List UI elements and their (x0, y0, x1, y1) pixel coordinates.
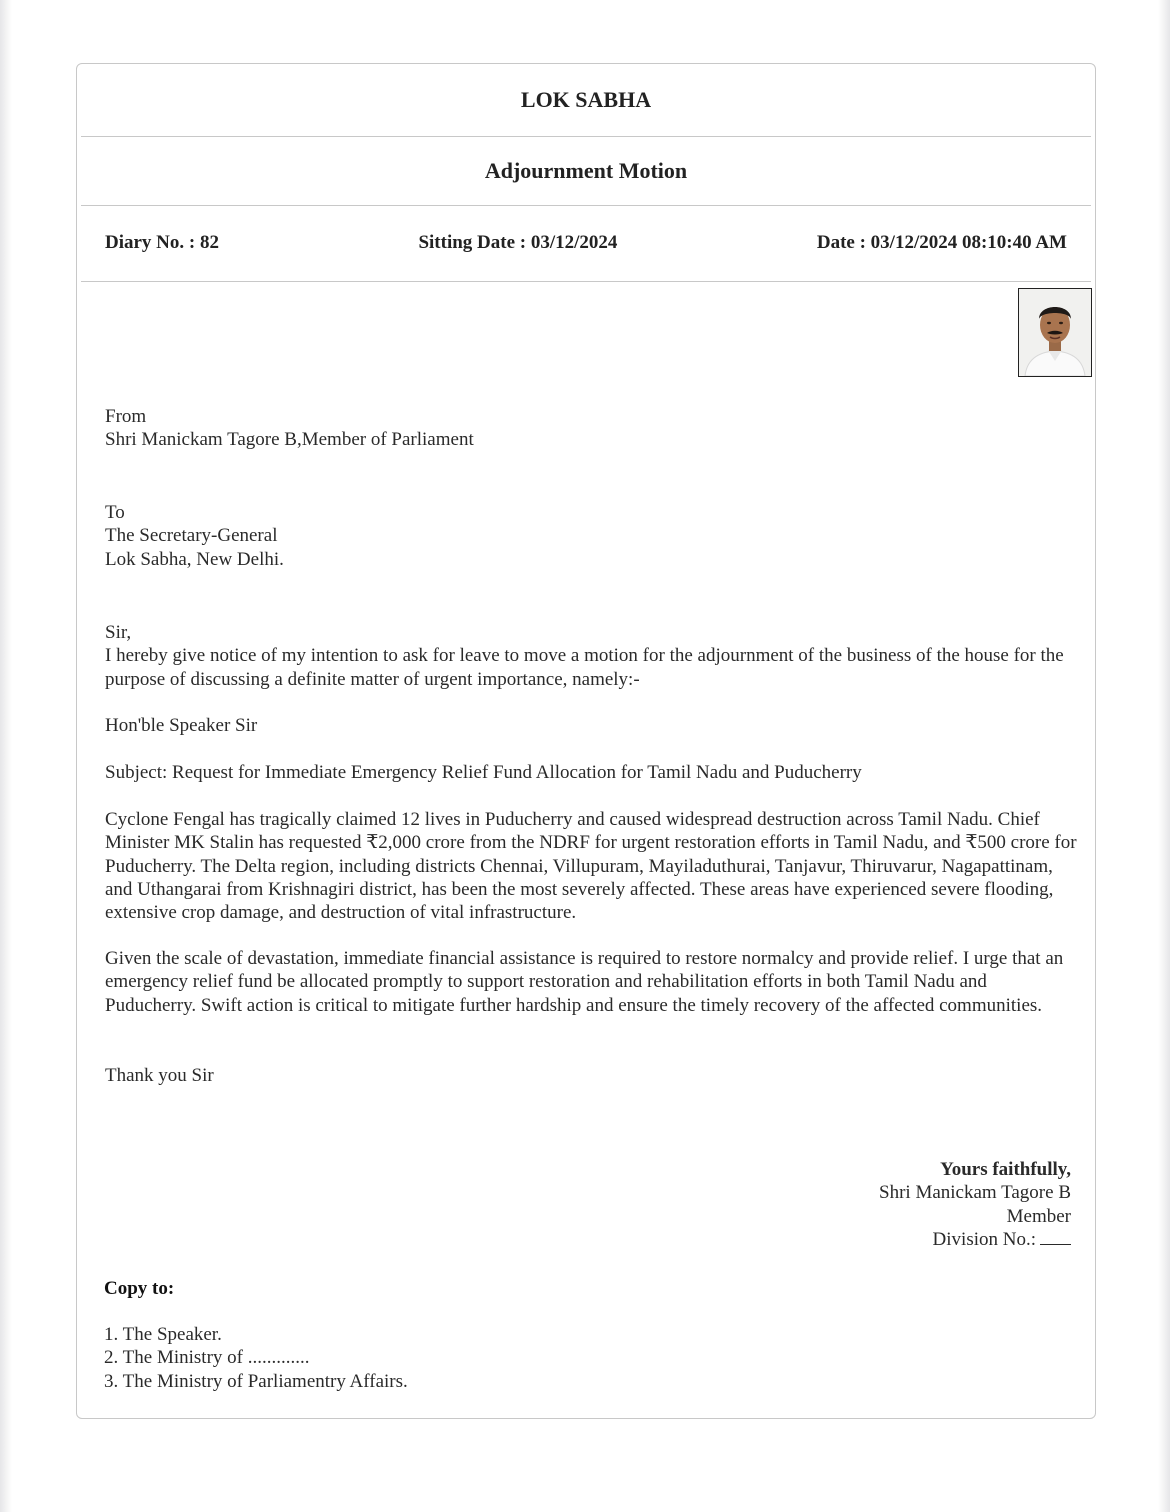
body-paragraph-2: Given the scale of devastation, immediate financial assistance is required to restore normalcy and provide relief. I urge that an emergency relief fund be allocated promptly to support restoration and rehabilitation efforts in both Tamil Nadu and Puducherry. Swift action is critical to mitigate further hardship and ensure the timely recovery of the affected communities. (105, 948, 1064, 1016)
document-page (76, 63, 1096, 1419)
division-number-blank (1040, 1228, 1071, 1245)
to-line-1: The Secretary-General (105, 525, 278, 547)
greeting: Hon'ble Speaker Sir (105, 715, 258, 736)
member-photo (1018, 288, 1092, 377)
document-subtitle-row (81, 136, 1091, 206)
to-block (105, 501, 284, 571)
to-label: To (105, 502, 125, 523)
subject-line: Subject: Request for Immediate Emergency Relief Fund Allocation for Tamil Nadu and Puducherry (105, 762, 862, 783)
closing-line: Thank you Sir (105, 1065, 214, 1086)
sitting-date-label: Sitting Date : (418, 232, 527, 253)
diary-number (105, 232, 219, 254)
sitting-date (418, 232, 617, 254)
copy-to-item: 3. The Ministry of Parliamentry Affairs. (104, 1370, 408, 1392)
salutation: Sir, (105, 622, 132, 643)
division-number-label: Division No.: (932, 1228, 1036, 1250)
salutation-block (105, 621, 1080, 691)
copy-to-list (104, 1323, 408, 1393)
page-edge-left (0, 0, 12, 1512)
valediction: Yours faithfully, (940, 1159, 1071, 1180)
copy-to-item: 1. The Speaker. (104, 1324, 222, 1345)
diary-number-value: 82 (199, 232, 219, 253)
sitting-date-value: 03/12/2024 (530, 232, 618, 253)
signatory-name: Shri Manickam Tagore B (879, 1182, 1071, 1204)
division-number (879, 1228, 1071, 1251)
document-title-row (81, 64, 1091, 137)
motion-intro: I hereby give notice of my intention to ask for leave to move a motion for the adjournment of the business of the house for the purpose of discussing a definite matter of urgent importance, namely:- (105, 645, 1064, 690)
signatory-role: Member (1006, 1205, 1071, 1227)
body-paragraph-1: Cyclone Fengal has tragically claimed 12 lives in Puducherry and caused widespread destruction across Tamil Nadu. Chief Minister MK Stalin has requested ₹2,000 crore from the NDRF for urgent restoration efforts in Tamil Nadu, and ₹500 crore for Puducherry. The Delta region, including districts Chennai, Villupuram, Mayiladuthurai, Tanjavur, Thiruvarur, Nagapattinam, and Uthangarai from Krishnagiri district, has been the most severely affected. These areas have experienced severe flooding, extensive crop damage, and destruction of vital infrastructure. (105, 809, 1077, 924)
from-name: Shri Manickam Tagore B,Member of Parliament (105, 429, 474, 451)
copy-to-heading: Copy to: (104, 1278, 175, 1299)
document-subtitle: Adjournment Motion (484, 157, 688, 183)
submission-date-label: Date : (816, 232, 866, 253)
document-meta-row (81, 205, 1091, 282)
from-label: From (105, 406, 147, 427)
to-line-2: Lok Sabha, New Delhi. (105, 548, 284, 570)
document-title: LOK SABHA (520, 87, 652, 112)
diary-number-label: Diary No. : (105, 232, 196, 253)
from-block (105, 405, 474, 452)
page-edge-right (1158, 0, 1170, 1512)
submission-date (817, 232, 1067, 254)
member-portrait-image (1019, 289, 1091, 376)
signature-block (879, 1158, 1071, 1251)
copy-to-item: 2. The Ministry of ............. (104, 1347, 310, 1369)
submission-date-value: 03/12/2024 08:10:40 AM (870, 232, 1067, 253)
